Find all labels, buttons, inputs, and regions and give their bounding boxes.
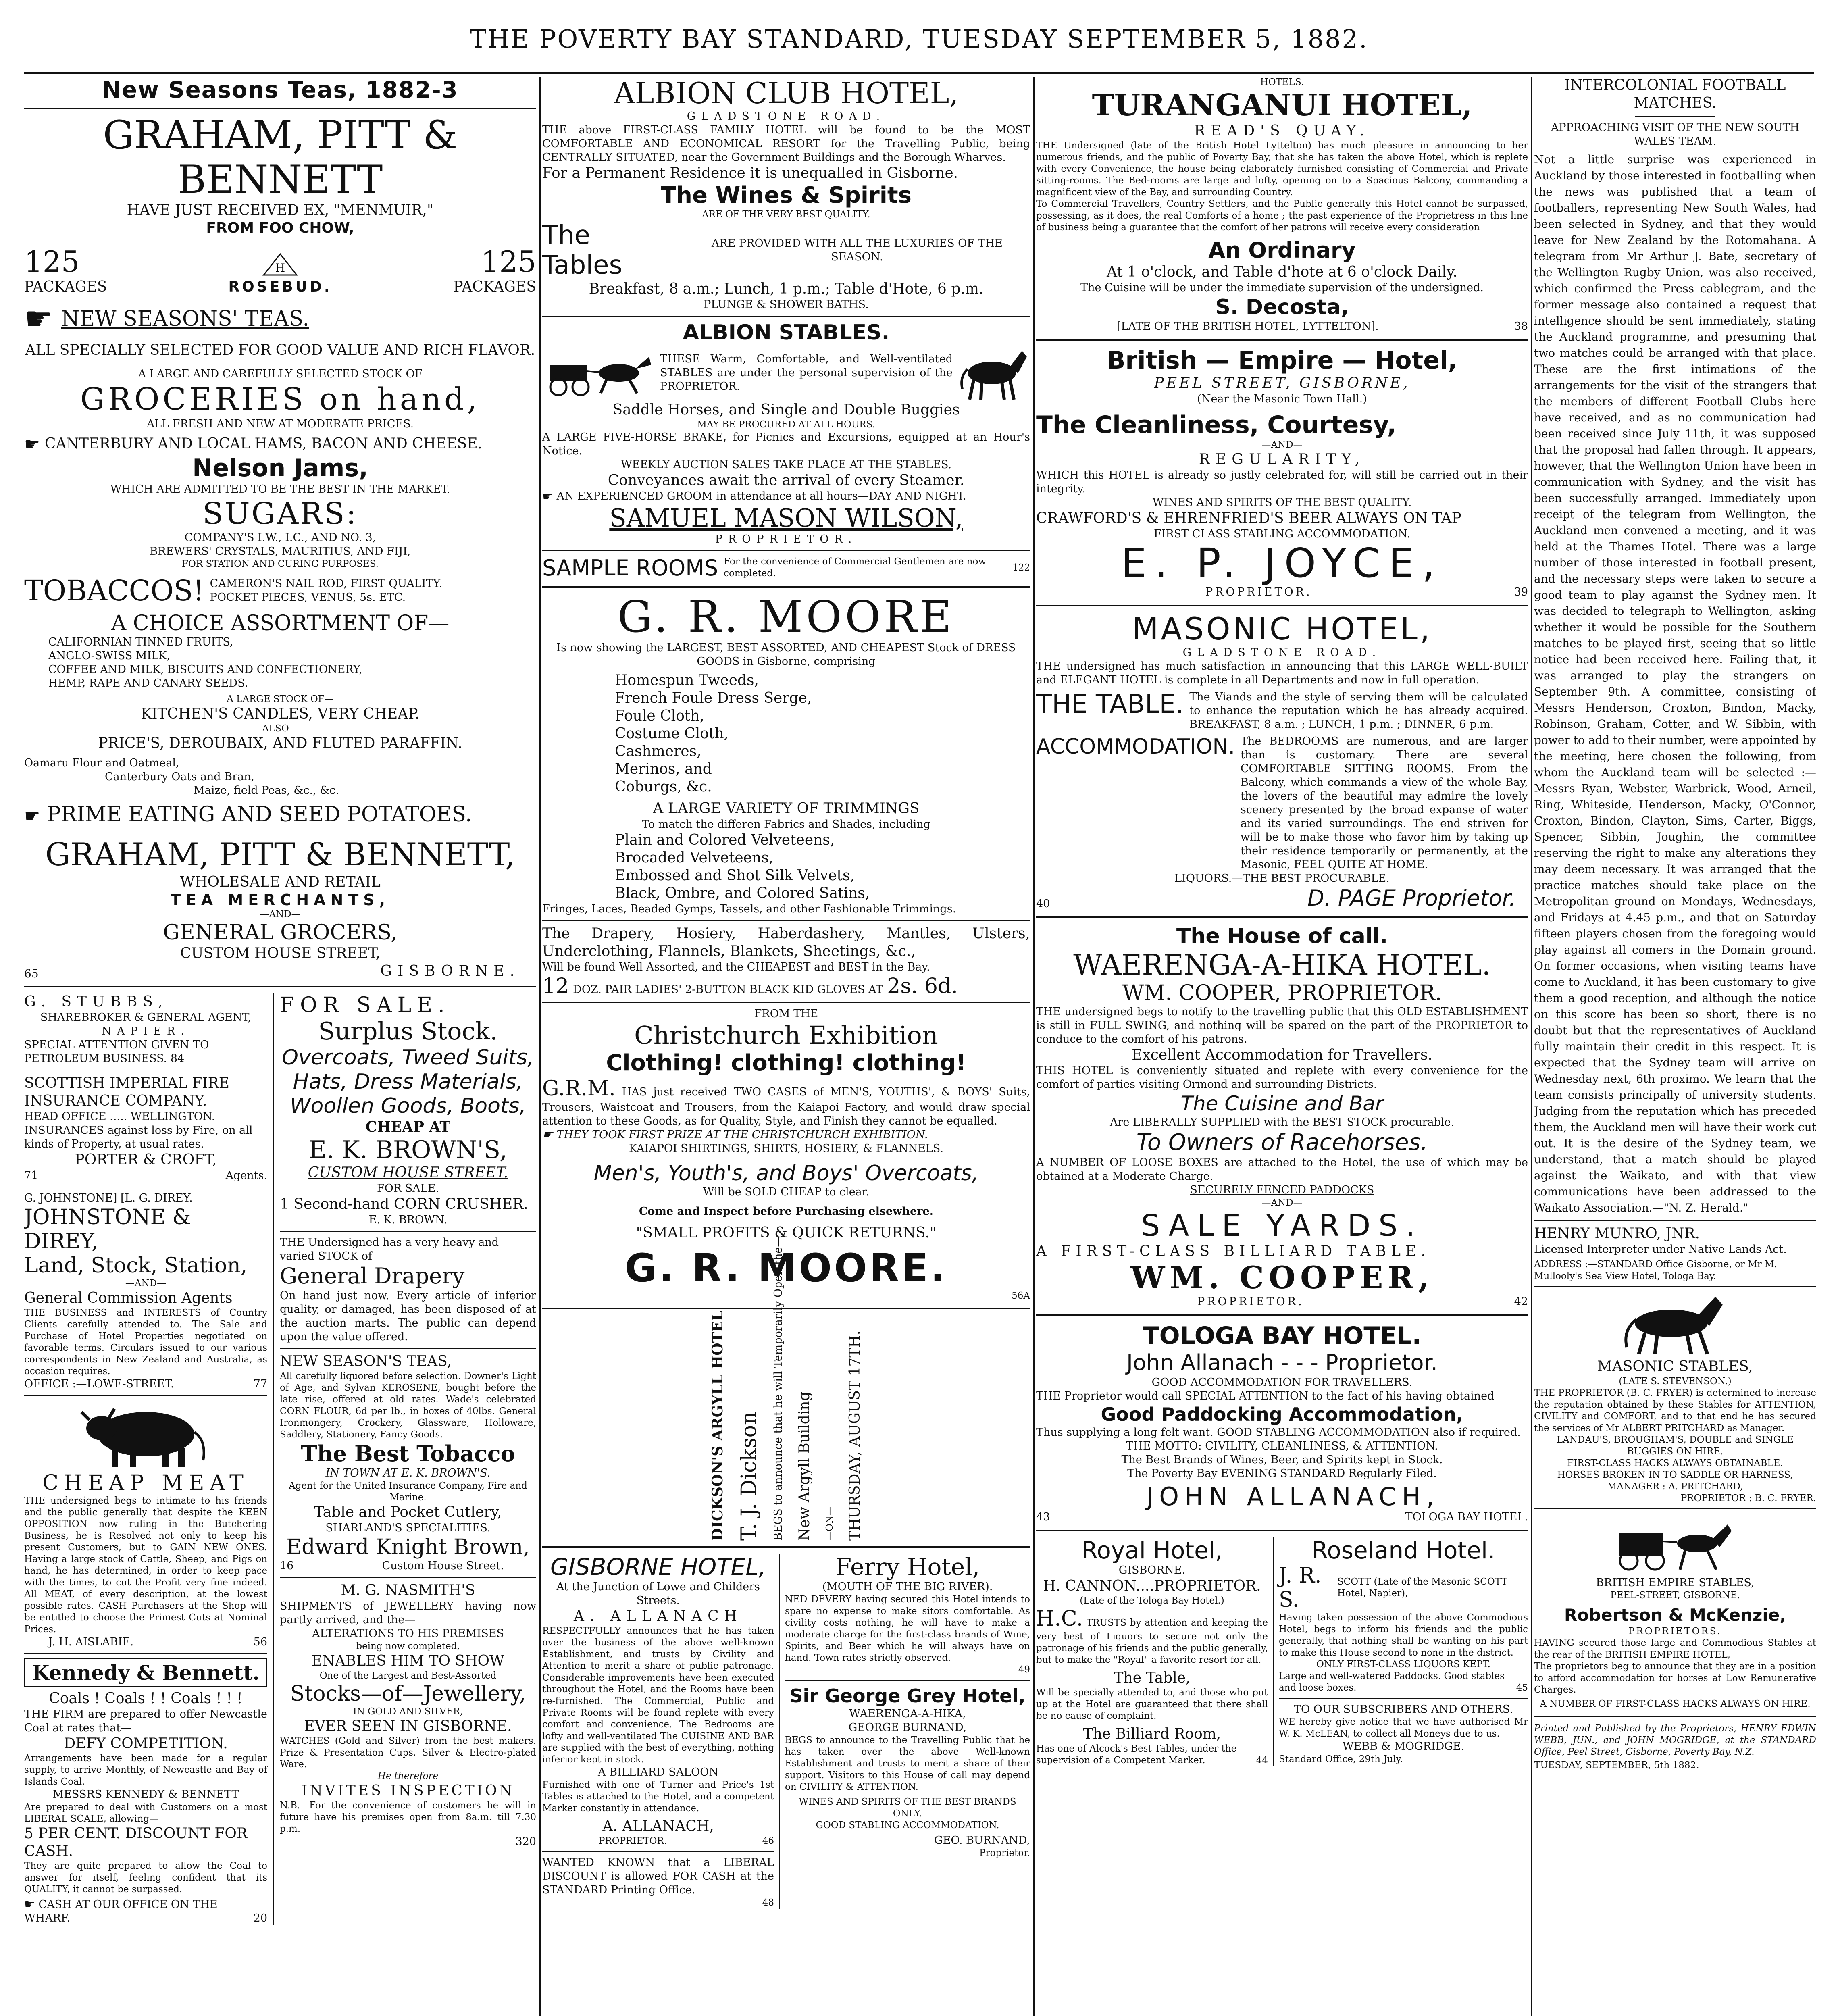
- pointing-hand-icon: ☛: [24, 805, 40, 826]
- graham-pitt-bennett-ad: New Seasons Teas, 1882-3 GRAHAM, PITT & BENNETT HAVE JUST RECEIVED EX, "MENMUIR," FROM FOO CHOW, 125 H 125 PACKAGES ROSEBUD. PACKAGES ☛ NEW SEASONS' TEAS. ALL SPECIALLY SELECTED FOR GOOD VALUE AND RICH FLAVOR. A LARGE AND CAREFULLY SELECTED STOCK OF GROCERIES on hand, ALL FRESH AND NEW AT MODERATE PRICES. ☛ CANTERBURY AND LOCAL HAMS, BACON AND CHEESE. Nelson Jams, WHICH ARE ADMITTED TO BE THE BEST IN THE MARKET. SUGARS: COMPANY'S I.W., I.C., AND NO. 3, BREWERS' CRYSTALS, MAURITIUS, AND FIJI, FOR STATION AND CURING PURPOSES. TOBACCOS! CAMERON'S NAIL ROD, FIRST QUALITY. POCKET PIECES, VENUS, 5s. ETC. A CHOICE ASSORTMENT OF— CALIFORNIAN TINNED FRUITS, ANGLO-SWISS MILK, COFFEE AND MILK, BISCUITS AND CONFECTIONERY, HEMP, RAPE AND CANARY SEEDS. A LARGE STOCK OF— KITCHEN'S CANDLES, VERY CHEAP. ALSO— PRICE'S, DEROUBAIX, AND FLUTED PARAFFIN. Oamaru Flour and Oatmeal, Canterbury Oats and Bran, Maize, field Peas, &c., &c. ☛ PRIME EATING AND SEED POTATOES. GRAHAM, PITT & BENNETT, WHOLESALE AND RETAIL TEA MERCHANTS, —AND— GENERAL GROCERS, CUSTOM HOUSE STREET, 65 GISBORNE.: [24, 77, 536, 980]
- horse-icon: [1615, 1291, 1736, 1356]
- cheap-meat-ad: CHEAP MEAT THE undersigned begs to intimate to his friends and the public generally that despite the KEEN OPPOSITION now ruling in the Butchering Business, he is Resolved not only to keep his present Customers, but to GAIN NEW ONES. Having a large stock of Cattle, Sheep, and Pigs on hand, he has determined, in order to keep pace with the times, to cut the Profit very fine indeed. All MEAT, of every description, at the lowest possible rates. CASH Purchasers at the Shop will be entitled to choose the Primest Cuts at Nominal Prices. J. H. AISLABIE. 56: [24, 1400, 267, 1649]
- imprint: Printed and Published by the Proprietors, HENRY EDWIN WEBB, JUN., and JOHN MOGRIDGE, at the STANDARD Office, Peel Street, Gisborne, Poverty Bay, N.Z. TUESDAY, SEPTEMBER, 5th 1882.: [1534, 1723, 1816, 1770]
- football-article: INTERCOLONIAL FOOTBALL MATCHES. APPROACHING VISIT OF THE NEW SOUTH WALES TEAM. Not a little surprise was experienced in Auckland by those interested in footballing when the news was published that a team of footballers, representing New South Wales, had been selected in Sydney, and that they would leave for New Zealand by the Rotomahana. A telegram from Mr Arthur J. Bate, secretary of the Wellington Rugby Union, was also received, which confirmed the Press cablegram, and the former message also contained a request that intelligence should be sent immediately, stating the Auckland programme, and presuming that two matches could be arranged with that place. These are the first intimations of the arrangements for the visit of the strangers that the members of different Football Clubs here have received, and as no communication had been received since July 11th, it was supposed that the proposal had fallen through. It appears, however, that the Wellington Union have been in communication with Sydney, and the visit has been successfully arranged. Immediately upon receipt of the telegram from Wellington, the Auckland men convened a meeting, and it was held at the Thames Hotel. There was a large number of those interested in football present, and the necessary steps were taken to secure a good team to play against the Sydney men. It was decided to telegraph to Wellington, asking whether it would be possible for the Southern matches to be played first, seeing that so little notice had been received here. Failing that, it was arranged to play the strangers on September 9th. A committee, consisting of Messrs Henderson, Croxton, Bindon, Macky, Robinson, Graham, Cotter, and W. Sibbin, with power to add to their number, were appointed by the meeting, here chosen the following, from whom the Auckland team will be selected :—Messrs Ryan, Webster, Warbrick, Wood, Arneil, Ring, Whiteside, Henderson, Macky, O'Connor, Croxton, Bindon, Clayton, Sims, Carter, Biggs, Spencer, Sibbin, Joughin, the committee reserving the right to make any alterations they may deem necessary. It was arranged that the practice matches should take place on the Metropolitan ground on Mondays, Wednesdays, and Fridays at 4.45 p.m., and that on Saturday fifteen players chosen from the foregoing would play against all comers in the Domain ground. On former occasions, when visiting teams have come to Auckland, it has been customary to give them a good reception, and although the notice on this score has been so short, there is no doubt but that the representatives of Auckland fully maintain their credit in this respect. It is expected that the Sydney team will arrive on Wednesday next, 6th proximo. We learn that the team consists principally of university students. Judging from the reputation which has preceded them, the Auckland men will have their work cut out. It is the desire of the Sydney team, we understand, that a match should be played against the Waikato, and with that view communications have been addressed to the Waikato Association.—"N. Z. Herald.": [1534, 77, 1816, 1214]
- column-4: [1534, 77, 1816, 2016]
- pointing-hand-icon: ☛: [542, 489, 553, 504]
- subscribers-notice: TO OUR SUBSCRIBERS AND OTHERS. WE hereby give notice that we have authorised Mr W. K. McLEAN, to collect all Moneys due to us. WEBB & MOGRIDGE. Standard Office, 29th July.: [1279, 1703, 1528, 1764]
- column-rule-1: [539, 77, 541, 2016]
- gisborne-hotel-ad: GISBORNE HOTEL, At the Junction of Lowe and Childers Streets. A. ALLANACH RESPECTFULLY announces that he has taken over the business of the above well-known Establishment, and trusts by Civility and Attention to merit a share of public patronage. Considerable improvements have been executed throughout the Hotel, and the Rooms have been re-furnished. The Commercial, Public and Private Rooms will be found replete with every comfort and convenience. The Bedrooms are lofty and well-ventilated The CUISINE AND BAR are supplied with the best of everything, nothing inferior kept in stock. A BILLIARD SALOON Furnished with one of Turner and Price's 1st Tables is attached to the Hotel, and a competent Marker constantly in attendance. A. ALLANACH, PROPRIETOR. 46: [542, 1554, 774, 1846]
- gpb-title: GRAHAM, PITT & BENNETT: [103, 112, 458, 202]
- dress-goods-list: Homespun Tweeds, French Foule Dress Serge, Foule Cloth, Costume Cloth, Cashmeres, Merinos, and Coburgs, &c.: [615, 672, 812, 795]
- waerenga-a-hika-hotel-ad: The House of call. WAERENGA-A-HIKA HOTEL. WM. COOPER, PROPRIETOR. THE undersigned begs to notify to the travelling public that this OLD ESTABLISHMENT is still in FULL SWING, and nothing will be spared on the part of the PROPRIETOR to conduce to the comfort of his patrons. Excellent Accommodation for Travellers. THIS HOTEL is conveniently situated and replete with every convenience for the comfort of parties visiting Ormond and surrounding Districts. The Cuisine and Bar Are LIBERALLY SUPPLIED with the BEST STOCK procurable. To Owners of Racehorses. A NUMBER OF LOOSE BOXES are attached to the Hotel, the use of which may be obtained at a Moderate Charge. SECURELY FENCED PADDOCKS —AND— SALE YARDS. A FIRST-CLASS BILLIARD TABLE. WM. COOPER, PROPRIETOR. 42: [1036, 924, 1528, 1308]
- pointing-hand-icon: ☛: [24, 300, 53, 337]
- liberal-discount-notice: WANTED KNOWN that a LIBERAL DISCOUNT is allowed FOR CASH at the STANDARD Printing Office. 48: [542, 1856, 774, 1908]
- roseland-hotel-ad: Roseland Hotel. J. R. S. SCOTT (Late of the Masonic SCOTT Hotel, Napier), Having taken possession of the above Commodious Hotel, begs to inform his friends and the public generally, that nothing shall be wanting on his part to make this House second to none in the district. ONLY FIRST-CLASS LIQUORS KEPT. Large and well-watered Paddocks. Good stables and loose boxes. 45 TO OUR SUBSCRIBERS AND OTHERS. WE hereby give notice that we have authorised Mr W. K. McLEAN, to collect all Moneys due to us. WEBB & MOGRIDGE. Standard Office, 29th July.: [1279, 1537, 1528, 1764]
- scottish-insurance-ad: SCOTTISH IMPERIAL FIRE INSURANCE COMPANY. HEAD OFFICE ..... WELLINGTON. INSURANCES against loss by Fire, on all kinds of Property, at usual rates. PORTER & CROFT, 71 Agents.: [24, 1075, 267, 1182]
- velvets-list: Plain and Colored Velveteens, Brocaded Velveteens, Embossed and Shot Silk Velvets, Black, Ombre, and Colored Satins,: [615, 831, 870, 902]
- column-1-right: [274, 993, 536, 1926]
- column-2-left: [542, 1554, 780, 1909]
- nasmith-jewellery-ad: M. G. NASMITH'S SHIPMENTS of JEWELLERY having now partly arrived, and the— ALTERATIONS TO HIS PREMISES being now completed, ENABLES HIM TO SHOW One of the Largest and Best-Assorted Stocks—of—Jewellery, IN GOLD AND SILVER, EVER SEEN IN GISBORNE. WATCHES (Gold and Silver) from the best makers. Prize & Presentation Cups. Silver & Electro-plated Ware. He therefore INVITES INSPECTION N.B.—For the convenience of customers he will in future have his premises open from 8a.m. till 7.30 p.m. 320: [280, 1582, 536, 1848]
- pointing-hand-icon: ☛: [24, 1897, 35, 1912]
- masthead-rule: [24, 72, 1814, 74]
- johnstone-direy-ad: G. JOHNSTONE] [L. G. DIREY. JOHNSTONE & DIREY, Land, Stock, Station, —AND— General Commission Agents THE BUSINESS and INTERESTS of Country Clients carefully attended to. The Sale and Purchase of Hotel Properties negotiated on favorable terms. Circulars issued to our various correspondents in New Zealand and Australia, as occasion requires. OFFICE :—LOWE-STREET. 77: [24, 1191, 267, 1390]
- turanganui-hotel-ad: TURANGANUI HOTEL, READ'S QUAY. THE Undersigned (late of the British Hotel Lyttelton) has much pleasure in announcing to her numerous friends, and the public of Poverty Bay, that she has taken the above Hotel, which is replete with every Convenience, the house being elaborately furnished consisting of Commercial and Private sitting-rooms. The Bed-rooms are large and lofty, opening on to a Spacious Balcony, commanding a magnificent view of the Bay, and surrounding Country. To Commercial Travellers, Country Settlers, and the Public generally this Hotel cannot be surpassed, possessing, as it does, the real Comforts of a home ; the past experience of the Proprietress in this line of business being a guarantee that the comfort of her patrons will receive every consideration An Ordinary At 1 o'clock, and Table d'hote at 6 o'clock Daily. The Cuisine will be under the immediate supervision of the undersigned. S. Decosta, [LATE OF THE BRITISH HOTEL, LYTTELTON]. 38: [1036, 88, 1528, 333]
- henry-munro-ad: HENRY MUNRO, JNR. Licensed Interpreter under Native Lands Act. ADDRESS :—STANDARD Office Gisborne, or Mr M. Mullooly's Sea View Hotel, Tologa Bay.: [1534, 1225, 1787, 1281]
- british-empire-hotel-ad: British — Empire — Hotel, PEEL STREET, GISBORNE, (Near the Masonic Town Hall.) The Cleanliness, Courtesy, —AND— REGULARITY, WHICH this HOTEL is already so justly celebrated for, will still be carried out in their integrity. WINES AND SPIRITS OF THE BEST QUALITY. CRAWFORD'S & EHRENFRIED'S BEER ALWAYS ON TAP FIRST CLASS STABLING ACCOMMODATION. E. P. JOYCE, PROPRIETOR. 39: [1036, 346, 1528, 598]
- pointing-hand-icon: ☛: [24, 434, 40, 455]
- stubbs-ad: G. STUBBS, SHAREBROKER & GENERAL AGENT, NAPIER. SPECIAL ATTENTION GIVEN TO PETROLEUM BUSINESS. 84: [24, 993, 252, 1065]
- svg-text:H: H: [275, 261, 285, 275]
- column-1-left: [24, 993, 274, 1926]
- royal-hotel-ad: Royal Hotel, GISBORNE. H. CANNON....PROPRIETOR. (Late of the Tologa Bay Hotel.) H.C. TRUSTS by attention and keeping the very best of Liquors to secure not only the patronage of his friends and the public generally, but to make the "Royal" a favorite resort for all. The Table, Will be specially attended to, and those who put up at the Hotel are guaranteed that there shall be no cause of complaint. The Billiard Room, Has one of Alcock's Best Tables, under the supervision of a Competent Marker. 44: [1036, 1537, 1274, 1766]
- sir-george-grey-hotel-ad: Sir George Grey Hotel, WAERENGA-A-HIKA, GEORGE BURNAND, BEGS to announce to the Travelling Public that he has taken over the above Well-known Establishment and trusts to merit a share of their support. Visitors to this House of call may depend on CIVILITY & ATTENTION. WINES AND SPIRITS OF THE BEST BRANDS ONLY. GOOD STABLING ACCOMMODATION. GEO. BURNAND, Proprietor.: [785, 1685, 1030, 1858]
- masonic-hotel-ad: MASONIC HOTEL, GLADSTONE ROAD. THE undersigned has much satisfaction in announcing that this LARGE WELL-BUILT and ELEGANT HOTEL is complete in all Departments and now in full operation. THE TABLE. The Viands and the style of serving them will be calculated to enhance the reputation which he has already acquired. BREAKFAST, 8 a.m. ; LUNCH, 1 p.m. ; DINNER, 6 p.m. ACCOMMODATION. The BEDROOMS are numerous, and are larger than is customary. There are several COMFORTABLE SITTING ROOMS. From the Balcony, which commands a view of the whole Bay, the lovers of the beautiful may admire the lovely scenery presented by the broad expanse of water and its varied surroundings. The end striven for will be to make those who favor him by taking up their residence temporarily or permanently, at the Masonic, FEEL QUITE AT HOME. LIQUORS.—THE BEST PROCURABLE. 40 D. PAGE Proprietor.: [1036, 611, 1528, 911]
- albion-club-hotel-ad: ALBION CLUB HOTEL, GLADSTONE ROAD. THE above FIRST-CLASS FAMILY HOTEL will be found to be the MOST COMFORTABLE AND ECONOMICAL RESORT for the Travelling Public, being CENTRALLY SITUATED, near the Government Buildings and the Borough Wharves. For a Permanent Residence it is unequalled in Gisborne. The Wines & Spirits ARE OF THE VERY BEST QUALITY. The Tables ARE PROVIDED WITH ALL THE LUXURIES OF THE SEASON. Breakfast, 8 a.m.; Lunch, 1 p.m.; Table d'Hote, 6 p.m. PLUNGE & SHOWER BATHS. ALBION STABLES. THESE Warm, Comfortable, and Well-ventilated STABLES are under the personal supervision of the PROPRIETOR. Saddle Horses, and Single and Double Buggies MAY BE PROCURED AT ALL HOURS. A LARGE FIVE-HORSE BRAKE, for Picnics and Excursions, equipped at an Hour's Notice. WEEKLY AUCTION SALES TAKE PLACE AT THE STABLES. Conveyances await the arrival of every Steamer. ☛ AN EXPERIENCED GROOM in attendance at all hours—DAY AND NIGHT. SAMUEL MASON WILSON, PROPRIETOR. SAMPLE ROOMS For the convenience of Commercial Gentlemen are now completed. 122: [542, 77, 1030, 581]
- ek-brown-ad: FOR SALE. Surplus Stock. Overcoats, Tweed Suits, Hats, Dress Materials, Woollen Goods, Boots, CHEAP AT E. K. BROWN'S, CUSTOM HOUSE STREET. FOR SALE. 1 Second-hand CORN CRUSHER. E. K. BROWN. THE Undersigned has a very heavy and varied STOCK of General Drapery On hand just now. Every article of inferior quality, or damaged, has been disposed of at the auction marts. The public can depend upon the value offered. NEW SEASON'S TEAS, All carefully liquored before selection. Downer's Light of Age, and Sylvan KEROSENE, bought before the late rise, offered at old rates. Wade's celebrated CORN FLOUR, 6d per lb., in boxes of 40lbs. General Ironmongery, Crockery, Glassware, Holloware, Saddlery, Stationery, Fancy Goods. The Best Tobacco IN TOWN AT E. K. BROWN'S. Agent for the United Insurance Company, Fire and Marine. Table and Pocket Cutlery, SHARLAND'S SPECIALITIES. Edward Knight Brown, 16 Custom House Street.: [280, 993, 536, 1572]
- column-rule-2: [1033, 77, 1035, 2016]
- column-rule-3: [1531, 77, 1532, 2016]
- column-3: [1036, 77, 1528, 2016]
- stagecoach-icon: [1611, 1513, 1740, 1574]
- ferry-hotel-ad: Ferry Hotel, (MOUTH OF THE BIG RIVER). NED DEVERY having secured this Hotel intends to spare no expense to make sitors comfortable. As civility costs nothing, he will have to make a moderate charge for the first-class brands of Wine, Spirits, and Beer which he will always have on hand. Town rates strictly observed. 49: [785, 1554, 1030, 1675]
- masonic-stables-ad: MASONIC STABLES, (LATE S. STEVENSON.) THE PROPRIETOR (B. C. FRYER) is determined to increase the reputation obtained by these Stables for ATTENTION, CIVILITY and COMFORT, and to that end he has secured the services of Mr ALBERT PRITCHARD as Manager. LANDAU'S, BROUGHAM'S, DOUBLE and SINGLE BUGGIES ON HIRE. FIRST-CLASS HACKS ALWAYS OBTAINABLE. HORSES BROKEN IN TO SADDLE OR HARNESS, MANAGER : A. PRITCHARD, PROPRIETOR : B. C. FRYER.: [1534, 1291, 1816, 1504]
- column-2-right: [780, 1554, 1030, 1909]
- column-1: [24, 77, 536, 2016]
- g-r-moore-ad: G. R. MOORE Is now showing the LARGEST, BEST ASSORTED, AND CHEAPEST Stock of DRESS GOODS in Gisborne, comprising Homespun Tweeds, French Foule Dress Serge, Foule Cloth, Costume Cloth, Cashmeres, Merinos, and Coburgs, &c. A LARGE VARIETY OF TRIMMINGS To match the differen Fabrics and Shades, including Plain and Colored Velveteens, Brocaded Velveteens, Embossed and Shot Silk Velvets, Black, Ombre, and Colored Satins, Fringes, Laces, Beaded Gymps, Tassels, and other Fashionable Trimmings. The Drapery, Hosiery, Haberdashery, Mantles, Ulsters, Underclothing, Flannels, Blankets, Sheetings, &c., Will be found Well Assorted, and the CHEAPEST and BEST in the Bay. 12 DOZ. PAIR LADIES' 2-BUTTON BLACK KID GLOVES AT 2s. 6d. FROM THE Christchurch Exhibition Clothing! clothing! clothing! G.R.M. HAS just received TWO CASES of MEN'S, YOUTHS', & BOYS' Suits, Trousers, Waistcoat and Trousers, from the Kaiapoi Factory, and would draw special attention to these Goods, as for Quality, Style, and Finish they cannot be equalled. ☛ THEY TOOK FIRST PRIZE AT THE CHRISTCHURCH EXHIBITION. KAIAPOI SHIRTINGS, SHIRTS, HOSIERY, & FLANNELS. Men's, Youth's, and Boys' Overcoats, Will be SOLD CHEAP to clear. Come and Inspect before Purchasing elsewhere. "SMALL PROFITS & QUICK RETURNS." G. R. MOORE. 56A: [542, 591, 1030, 1301]
- rosebud-trademark-icon: [262, 252, 298, 277]
- teas-heading: New Seasons Teas, 1882-3: [102, 77, 458, 103]
- dickson-argyll-hotel-ad: DICKSON'S ARGYLL HOTEL T. J. Dickson BEGS to announce that he will Temporarily Open the— New Argyll Building —ON— THURSDAY, AUGUST 17TH.: [709, 1236, 863, 1541]
- horse-icon: [958, 345, 1030, 401]
- pointing-hand-icon: ☛: [542, 1128, 553, 1142]
- column-2: [542, 77, 1030, 2016]
- hotels-section-label: HOTELS.: [1260, 77, 1304, 87]
- tologa-bay-hotel-ad: TOLOGA BAY HOTEL. John Allanach - - - Proprietor. GOOD ACCOMMODATION FOR TRAVELLERS. THE Proprietor would call SPECIAL ATTENTION to the fact of his having obtained Good Paddocking Accommodation, Thus supplying a long felt want. GOOD STABLING ACCOMMODATION also if required. THE MOTTO: CIVILITY, CLEANLINESS, & ATTENTION. The Best Brands of Wines, Beer, and Spirits kept in Stock. The Poverty Bay EVENING STANDARD Regularly Filed. 43 JOHN ALLANACH, TOLOGA BAY HOTEL.: [1036, 1322, 1528, 1523]
- british-empire-stables-ad: BRITISH EMPIRE STABLES, PEEL-STREET, GISBORNE. Robertson & McKenzie, PROPRIETORS. HAVING secured those large and Commodious Stables at the rear of the BRITISH EMPIRE HOTEL, The proprietors beg to announce that they are in a position to afford accommodation for horses at Low Remunerative Charges. A NUMBER OF FIRST-CLASS HACKS ALWAYS ON HIRE.: [1534, 1513, 1816, 1710]
- carriage-horse-icon: [542, 349, 655, 397]
- masthead: THE POVERTY BAY STANDARD, TUESDAY SEPTEMBER 5, 1882.: [470, 24, 1368, 54]
- kennedy-bennett-ad: Kennedy & Bennett. Coals ! Coals ! ! Coals ! ! ! THE FIRM are prepared to offer Newcastle Coal at rates that— DEFY COMPETITION. Arrangements have been made for a regular supply, to arrive Monthly, of Newcastle and Bay of Islands Coal. MESSRS KENNEDY & BENNETT Are prepared to deal with Customers on a most LIBERAL SCALE, allowing— 5 PER CENT. DISCOUNT FOR CASH. They are quite prepared to allow the Coal to answer for itself, feeling confident that its QUALITY, it cannot be surpassed. ☛ CASH AT OUR OFFICE ON THE WHARF. 20: [24, 1658, 267, 1926]
- bull-icon: [77, 1400, 214, 1468]
